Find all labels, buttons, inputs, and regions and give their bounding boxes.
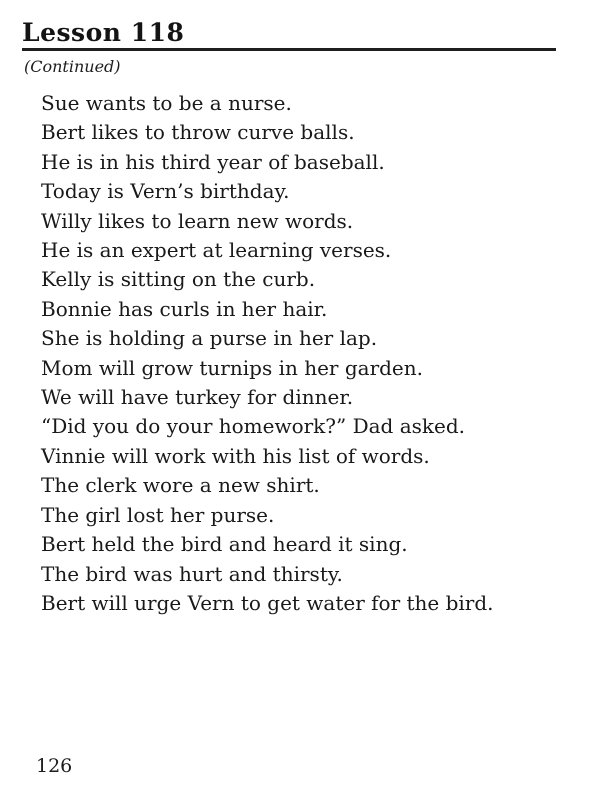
sentence-line: She is holding a purse in her lap. — [41, 326, 378, 351]
sentence-line: Sue wants to be a nurse. — [41, 91, 292, 115]
sentence-line: Kelly is sitting on the curb. — [41, 267, 316, 292]
title-rule — [22, 48, 556, 51]
sentence-line: He is in his third year of baseball. — [41, 149, 385, 174]
sentence-line: He is an expert at learning verses. — [41, 238, 392, 263]
sentence-line: Bert will urge Vern to get water for the bird. — [41, 590, 494, 615]
sentence-line: Bert held the bird and heard it sing. — [41, 532, 408, 557]
sentence-line: The girl lost her purse. — [41, 502, 275, 527]
sentence-line: “Did you do your homework?” Dad asked. — [41, 414, 466, 439]
sentence-list — [41, 89, 561, 618]
continued-label: (Continued) — [24, 57, 121, 76]
sentence-line: The bird was hurt and thirsty. — [41, 561, 343, 586]
sentence-line: Willy likes to learn new words. — [41, 208, 354, 233]
sentence-line: Vinnie will work with his list of words. — [41, 443, 430, 468]
lesson-title: Lesson 118 — [22, 18, 185, 47]
sentence-line: Today is Vern’s birthday. — [41, 179, 290, 204]
sentence-line: We will have turkey for dinner. — [41, 385, 354, 410]
sentence-line: The clerk wore a new shirt. — [41, 473, 320, 498]
sentence-line: Bert likes to throw curve balls. — [41, 120, 355, 145]
sentence-line: Bonnie has curls in her hair. — [41, 296, 328, 321]
sentence-line: Mom will grow turnips in her garden. — [41, 355, 424, 380]
page-number: 126 — [36, 755, 73, 777]
